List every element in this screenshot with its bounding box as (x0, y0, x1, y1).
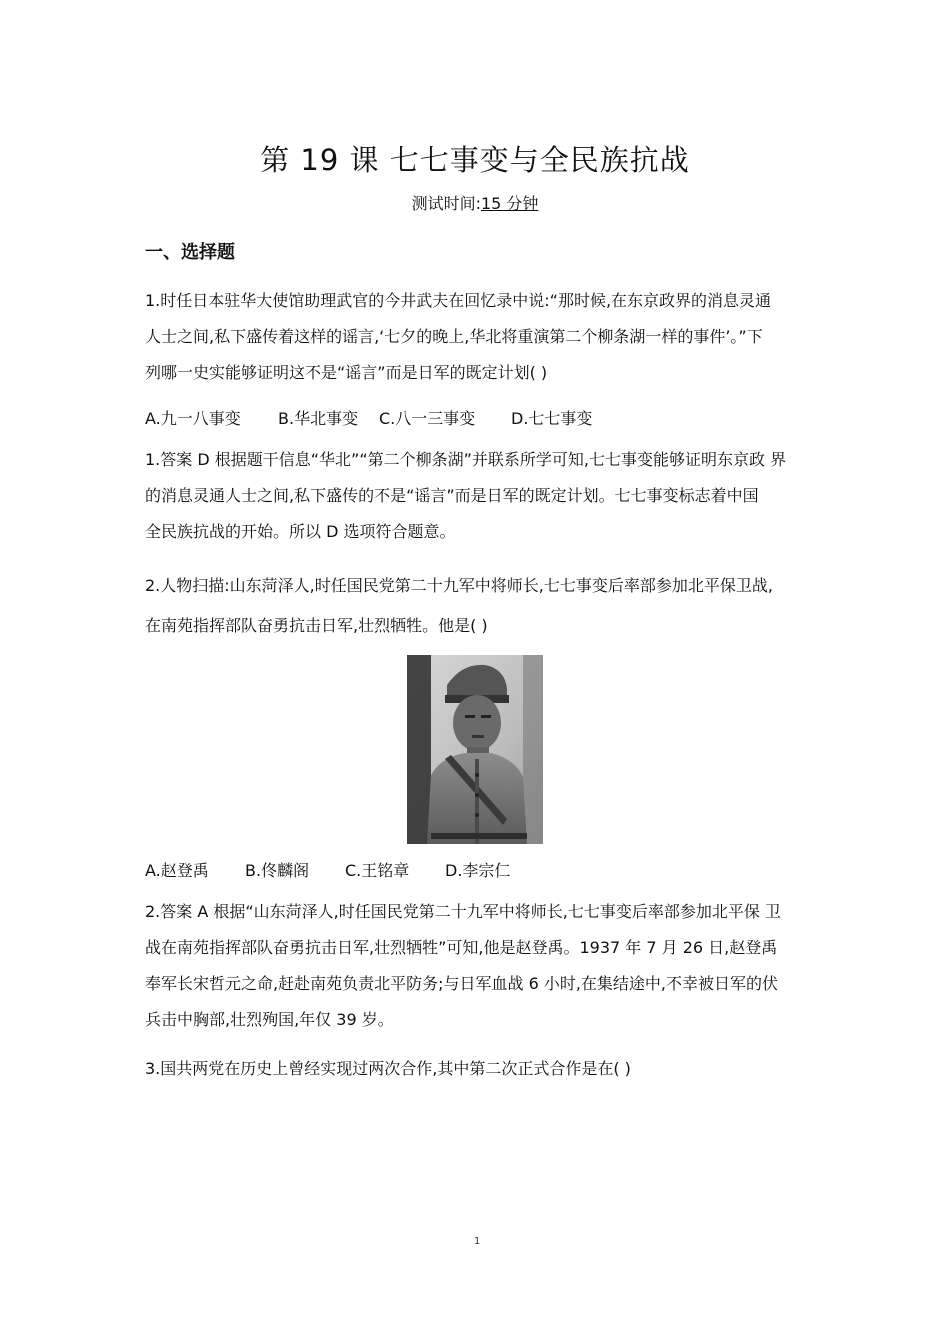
section-heading: 一、选择题 (145, 242, 235, 263)
answer-1-line: 1.答案 D 根据题干信息“华北”“第二个柳条湖”并联系所学可知,七七事变能够证明东京政 界 (145, 450, 787, 469)
portrait-photo (407, 655, 543, 844)
question-1-line: 列哪一史实能够证明这不是“谣言”而是日军的既定计划( ) (145, 363, 548, 382)
question-1-line: 人士之间,私下盛传着这样的谣言,‘七夕的晚上,华北将重演第二个柳条湖一样的事件’。”下 (145, 327, 763, 346)
answer-2-line: 兵击中胸部,壮烈殉国,年仅 39 岁。 (145, 1010, 394, 1029)
question-3 (145, 1051, 815, 1087)
question-2-options (145, 858, 510, 881)
question-1-options (145, 406, 592, 429)
answer-1-line: 的消息灵通人士之间,私下盛传的不是“谣言”而是日军的既定计划。七七事变标志着中国 (145, 486, 759, 505)
option-b: B.华北事变 (278, 409, 359, 428)
answer-2-line: 2.答案 A 根据“山东菏泽人,时任国民党第二十九军中将师长,七七事变后率部参加北平保 卫 (145, 902, 781, 921)
question-1-line: 1.时任日本驻华大使馆助理武官的今井武夫在回忆录中说:“那时候,在东京政界的消息灵通 (145, 291, 772, 310)
option-d: D.七七事变 (511, 409, 593, 428)
option-c: C.八一三事变 (379, 409, 476, 428)
option-a: A.赵登禹 (145, 861, 209, 880)
question-3-line: 3.国共两党在历史上曾经实现过两次合作,其中第二次正式合作是在( ) (145, 1059, 631, 1078)
lesson-title: 第 19 课 七七事变与全民族抗战 (260, 143, 690, 177)
question-2-line: 在南苑指挥部队奋勇抗击日军,壮烈牺牲。他是( ) (145, 616, 488, 635)
answer-1-line: 全民族抗战的开始。所以 D 选项符合题意。 (145, 522, 456, 541)
question-2-line: 2.人物扫描:山东菏泽人,时任国民党第二十九军中将师长,七七事变后率部参加北平保卫战, (145, 576, 773, 595)
option-c: C.王铭章 (345, 861, 410, 880)
option-d: D.李宗仁 (445, 861, 511, 880)
answer-1 (145, 442, 815, 550)
answer-2 (145, 894, 815, 1038)
page-number: 1 (474, 1236, 481, 1247)
option-a: A.九一八事变 (145, 409, 241, 428)
option-b: B.佟麟阁 (245, 861, 310, 880)
test-time (0, 191, 950, 214)
answer-2-line: 奉军长宋哲元之命,赶赴南苑负责北平防务;与日军血战 6 小时,在集结途中,不幸被日军的伏 (145, 974, 779, 993)
question-2 (145, 564, 815, 644)
answer-2-line: 战在南苑指挥部队奋勇抗击日军,壮烈牺牲”可知,他是赵登禹。1937 年 7 月 26 日,赵登禹 (145, 938, 778, 957)
test-time-label: 测试时间: (411, 194, 481, 213)
test-time-value: 15 分钟 (480, 194, 539, 213)
question-1 (145, 283, 815, 391)
